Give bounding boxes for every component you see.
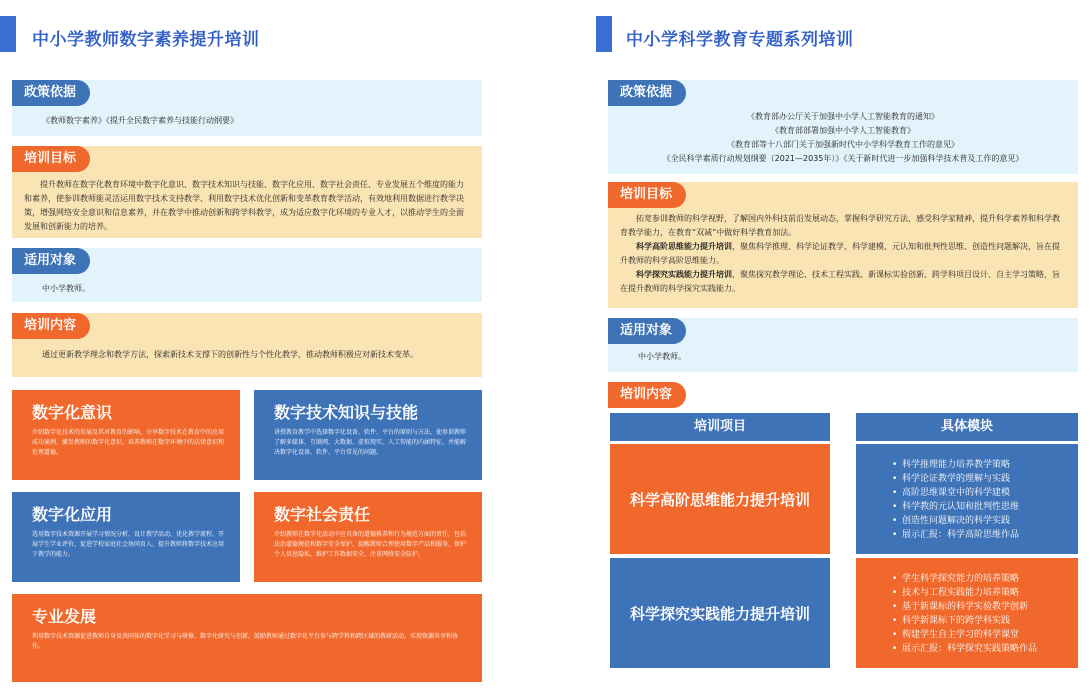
left-audience-text: 中小学教师。 — [42, 284, 90, 293]
card-desc: 选用数字技术资源开展学习情况分析、设计教学活动、优化教学流程、开展学生学业评价，促进学校家庭社会协同育人，提升教师将数字技术应用于教学的能力。 — [32, 531, 225, 558]
right-content-section — [608, 382, 1078, 412]
module-item: • 展示汇报：科学高阶思维作品 — [902, 528, 1078, 542]
card-title: 数字社会责任 — [274, 505, 371, 524]
module-item: • 学生科学探究能力的培养策略 — [902, 572, 1078, 586]
right-goal-tab: 培训目标 — [608, 182, 686, 208]
goal-item-1-title: 科学高阶思维能力提升培训 — [636, 242, 732, 251]
card-desc: 介绍数字化技术的发展及其对教育的影响，分享数字技术在教育中的应用成功案例，激发教师的数字化意识，培养教师在数字环境中的法律意识和伦理道德。 — [32, 429, 225, 456]
card-digital-application — [12, 492, 240, 582]
right-policy-text — [608, 110, 1078, 166]
card-digital-responsibility — [254, 492, 482, 582]
right-content-tab: 培训内容 — [608, 382, 686, 408]
left-audience-section — [12, 248, 482, 302]
right-goal-text — [620, 212, 1066, 296]
goal-item-1-text: ，聚焦科学推理、科学论证教学、科学建模、元认知和批判性思维、创造性问题解决，旨在提升教师的科学高阶思维能力。 — [620, 242, 1060, 265]
right-audience-section — [608, 318, 1078, 372]
left-content-section — [12, 313, 482, 377]
module-item: • 科学推理能力培养教学策略 — [902, 458, 1078, 472]
left-policy-text: 《教师数字素养》《提升全民数字素养与技能行动纲要》 — [42, 116, 238, 125]
module-item: • 创造性问题解决的科学实践 — [902, 514, 1078, 528]
right-page-title: 中小学科学教育专题系列培训 — [626, 30, 854, 50]
module-item: • 构建学生自主学习的科学课堂 — [902, 628, 1078, 642]
left-goal-section — [12, 146, 482, 238]
left-goal-text: 提升教师在数字化教育环境中数字化意识、数字技术知识与技能、数字化应用、数字社会责任、专业发展五个维度的能力和素养，使参训教师能灵活运用数字技术支持教学、利用数字技术优化创新和变革教育教学活动，有效地利用数据进行教学决策，增强网络安全意识和信息素养，并在教学中推动创新和跨学科教学，成为适应数字化环境的专业人才，以推动学生的全面发展和创新能力的培养。 — [24, 180, 464, 231]
left-audience-tab: 适用对象 — [12, 248, 90, 274]
left-content-tab: 培训内容 — [12, 313, 90, 339]
card-desc: 利用数字技术资源促进教师自身及共同体的数字化学习与研修、数字化研究与创新，鼓励教师通过数字化平台参与跨学科和跨区域的教研活动，实现资源共享和协作。 — [32, 633, 459, 650]
card-desc: 介绍教师在数字化活动中应具备的道德修养和行为规范方面的责任，包括法治道德规范和数字安全保护，提醒教师合理使用数字产品和服务，保护个人信息隐私，维护工作数据安全，注重网络安全防护。 — [274, 531, 467, 558]
card-desc: 讲授教育教学中选择数字化设备、软件、平台的原则与方法，使参训教师了解多媒体、互联网、大数据、虚拟现实、人工智能的内涵特征，并能解决数字化设备、软件、平台常见的问题。 — [274, 429, 467, 456]
goal-intro: 拓宽参训教师的科学视野，了解国内外科技前沿发展动态，掌握科学研究方法，感受科学家精神，提升科学素养和科学教育教学能力，在教育“双减”中做好科学教育加法。 — [620, 214, 1060, 237]
training-item-higher-order: 科学高阶思维能力提升培训 — [610, 444, 830, 554]
left-policy-section — [12, 80, 482, 136]
goal-item-2-title: 科学探究实践能力提升培训 — [636, 270, 732, 279]
left-title-accent — [0, 16, 16, 52]
right-policy-section — [608, 80, 1078, 174]
policy-line: 《教育部等十八部门关于加强新时代中小学科学教育工作的意见》 — [727, 140, 959, 149]
policy-line: 《全民科学素质行动规划纲要（2021—2035年）》《关于新时代进一步加强科学技术普及工作的意见》 — [662, 154, 1024, 163]
module-item: • 技术与工程实践能力培养策略 — [902, 586, 1078, 600]
card-digital-awareness — [12, 390, 240, 480]
module-item: • 高阶思维课堂中的科学建模 — [902, 486, 1078, 500]
right-audience-text: 中小学教师。 — [638, 352, 686, 361]
left-goal-tab: 培训目标 — [12, 146, 90, 172]
card-professional-development — [12, 594, 482, 682]
modules-inquiry-practice — [856, 558, 1078, 668]
module-item: • 基于新课标的科学实验教学创新 — [902, 600, 1078, 614]
card-title: 数字技术知识与技能 — [274, 403, 419, 422]
module-item: • 科学新课标下的跨学科实践 — [902, 614, 1078, 628]
card-title: 数字化意识 — [32, 403, 113, 422]
right-policy-tab: 政策依据 — [608, 80, 686, 106]
module-item: • 展示汇报：科学探究实践策略作品 — [902, 642, 1078, 656]
goal-item-1 — [620, 240, 1066, 268]
left-policy-tab: 政策依据 — [12, 80, 90, 106]
goal-item-2 — [620, 268, 1066, 296]
module-item: • 科学论证教学的理解与实践 — [902, 472, 1078, 486]
col-header-items: 培训项目 — [610, 413, 830, 441]
left-content-text: 通过更新教学理念和教学方法，探索新技术支撑下的创新性与个性化教学，推动教师积极应对新技术变革。 — [42, 350, 418, 359]
policy-line: 《教育部办公厅关于加强中小学人工智能教育的通知》 — [747, 112, 939, 121]
right-audience-tab: 适用对象 — [608, 318, 686, 344]
right-goal-section — [608, 182, 1078, 308]
right-title-accent — [596, 16, 612, 52]
goal-item-2-text: ，聚焦探究教学理论、技术工程实践、新课标实验创新、跨学科项目设计、自主学习策略，旨在提升教师的科学探究实践能力。 — [620, 270, 1060, 293]
card-digital-skills — [254, 390, 482, 480]
modules-higher-order — [856, 444, 1078, 554]
card-title: 专业发展 — [32, 607, 97, 626]
policy-line: 《教育部部署加强中小学人工智能教育》 — [771, 126, 915, 135]
training-item-inquiry-practice: 科学探究实践能力提升培训 — [610, 558, 830, 668]
col-header-modules: 具体模块 — [856, 413, 1078, 441]
left-page-title: 中小学教师数字素养提升培训 — [32, 30, 260, 50]
card-title: 数字化应用 — [32, 505, 113, 524]
module-item: • 科学教的元认知和批判性思维 — [902, 500, 1078, 514]
